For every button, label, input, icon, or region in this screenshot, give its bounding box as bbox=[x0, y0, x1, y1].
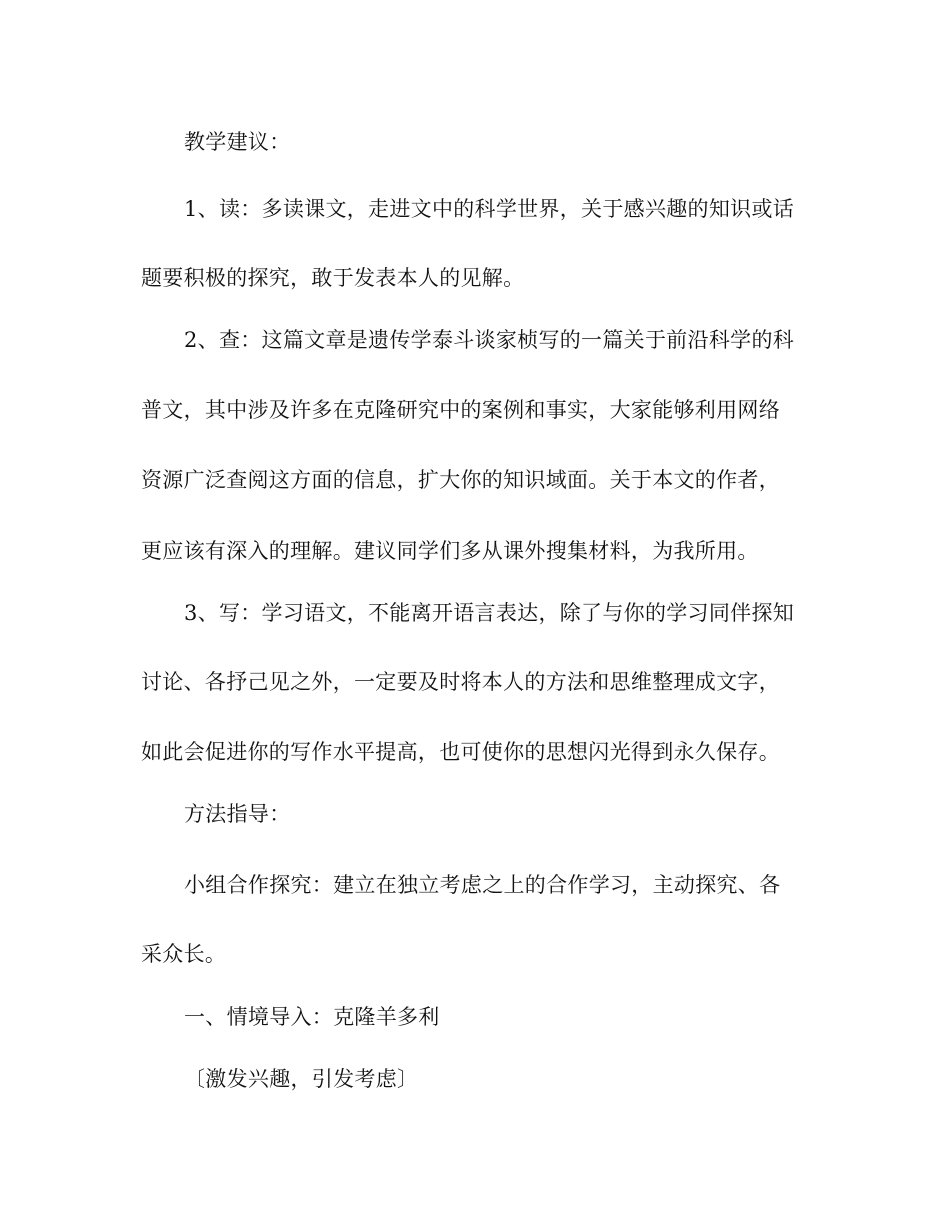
heading-teaching-suggestions: 教学建议： bbox=[184, 130, 291, 154]
paragraph-line: 资源广泛查阅这方面的信息，扩大你的知识域面。关于本文的作者， bbox=[141, 468, 780, 492]
paragraph-line: 2、查：这篇文章是遗传学泰斗谈家桢写的一篇关于前沿科学的科 bbox=[184, 328, 795, 352]
paragraph-line: 普文，其中涉及许多在克隆研究中的案例和事实，大家能够利用网络 bbox=[141, 398, 780, 422]
section-heading: 一、情境导入：克隆羊多利 bbox=[184, 1005, 440, 1029]
paragraph-line: 1、读：多读课文，走进文中的科学世界，关于感兴趣的知识或话 bbox=[184, 197, 795, 221]
section-note: 〔激发兴趣，引发考虑〕 bbox=[184, 1067, 419, 1091]
paragraph-line: 小组合作探究：建立在独立考虑之上的合作学习，主动探究、各 bbox=[184, 873, 781, 897]
paragraph-line: 题要积极的探究，敢于发表本人的见解。 bbox=[141, 266, 525, 290]
paragraph-line: 3、写：学习语文，不能离开语言表达，除了与你的学习同伴探知 bbox=[184, 601, 795, 625]
paragraph-line: 更应该有深入的理解。建议同学们多从课外搜集材料，为我所用。 bbox=[141, 539, 759, 563]
paragraph-line: 如此会促进你的写作水平提高，也可使你的思想闪光得到永久保存。 bbox=[141, 740, 780, 764]
paragraph-line: 采众长。 bbox=[141, 942, 227, 966]
paragraph-line: 讨论、各抒己见之外，一定要及时将本人的方法和思维整理成文字， bbox=[141, 670, 780, 694]
heading-method-guidance: 方法指导： bbox=[184, 802, 291, 826]
